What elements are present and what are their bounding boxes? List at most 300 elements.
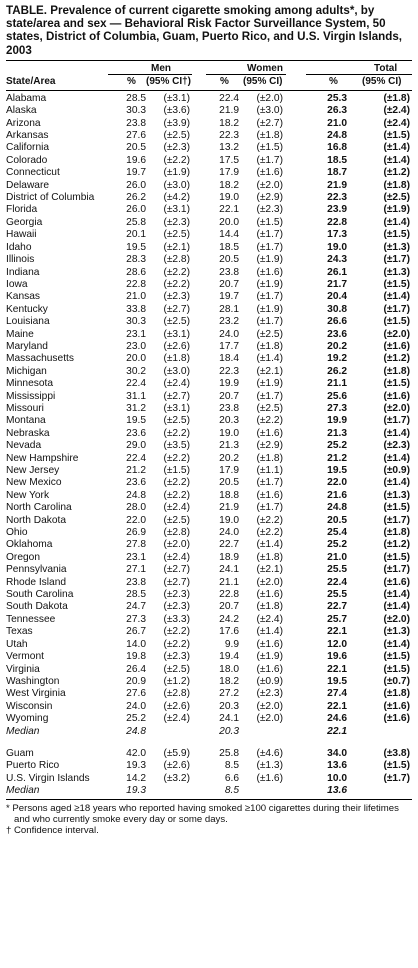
table-row [6, 329, 412, 341]
cell-women-ci: (±1.8) [256, 340, 283, 352]
table-row [6, 713, 412, 725]
cell-women-ci: (±1.7) [256, 390, 283, 402]
cell-men-pct: 21.2 [126, 465, 146, 476]
cell-women-pct: 19.0 [219, 514, 239, 526]
cell-women-ci: (±2.1) [256, 564, 283, 576]
cell-women-ci: (±1.9) [256, 303, 283, 315]
cell-area: Virginia [6, 663, 40, 675]
cell-women-ci: (±1.6) [256, 489, 283, 501]
cell-men-pct: 22.4 [126, 452, 146, 464]
table-row [6, 626, 412, 638]
cell-total-ci: (±1.7) [383, 254, 410, 266]
cell-women-pct: 17.9 [219, 465, 239, 476]
cell-area: Minnesota [6, 378, 54, 390]
cell-area: Guam [6, 747, 34, 759]
cell-area: Louisiana [6, 316, 50, 328]
cell-total-ci: (±1.4) [383, 154, 410, 166]
cell-women-ci: (±1.7) [256, 291, 283, 303]
cell-men-ci: (±2.6) [163, 760, 190, 772]
cell-total-pct: 22.1 [327, 725, 347, 737]
cell-area: South Carolina [6, 589, 74, 601]
cell-men-ci: (±2.7) [163, 576, 190, 588]
cell-women-pct: 22.4 [219, 92, 239, 104]
cell-area: Florida [6, 204, 38, 216]
cell-women-ci: (±2.2) [256, 527, 283, 539]
cell-men-pct: 19.8 [126, 651, 146, 663]
cell-men-ci: (±2.7) [163, 303, 190, 315]
cell-men-pct: 27.8 [126, 539, 146, 551]
cell-women-ci: (±1.8) [256, 130, 283, 142]
cell-total-ci: (±1.4) [383, 216, 410, 228]
cell-women-pct: 20.3 [219, 700, 239, 712]
cell-women-ci: (±2.3) [256, 688, 283, 700]
cell-men-pct: 25.2 [126, 713, 146, 725]
cell-women-pct: 23.8 [219, 266, 239, 278]
table-title: TABLE. Prevalence of current cigarette smoking among adults*, by state/area and sex — Behavioral Risk Factor Surveillance System, 50 states, District of Columbia, Guam, Puerto Rico, and U.S. Virgin Islands, 2003 [6, 4, 402, 57]
cell-total-pct: 25.5 [327, 589, 347, 601]
cell-women-ci: (±1.1) [256, 465, 283, 476]
cell-area: Kentucky [6, 303, 48, 315]
cell-women-pct: 27.2 [219, 688, 239, 700]
cell-women-pct: 24.0 [219, 328, 239, 340]
cell-area: Nevada [6, 440, 42, 452]
cell-total-pct: 25.4 [327, 527, 347, 539]
cell-women-pct: 13.2 [219, 142, 239, 154]
cell-men-ci: (±3.6) [163, 105, 190, 117]
cell-women-ci: (±3.0) [256, 105, 283, 117]
cell-men-ci: (±2.2) [163, 477, 190, 489]
cell-men-pct: 30.3 [126, 105, 146, 117]
cell-men-ci: (±2.5) [163, 229, 190, 241]
cell-total-ci: (±1.9) [383, 204, 410, 216]
cell-women-ci: (±1.6) [256, 638, 283, 650]
cell-total-pct: 13.6 [327, 760, 347, 772]
states-body [6, 91, 412, 726]
cell-women-pct: 24.1 [219, 564, 239, 576]
cell-men-pct: 23.6 [126, 427, 146, 439]
cell-women-pct: 17.9 [219, 167, 239, 179]
cell-area: District of Columbia [6, 192, 95, 204]
cell-area: Ohio [6, 527, 28, 539]
group-header-row [6, 61, 412, 75]
cell-women-ci: (±2.0) [256, 576, 283, 588]
cell-women-pct: 9.9 [224, 638, 239, 650]
col-women-pct: % [220, 75, 229, 87]
table-row [6, 490, 412, 502]
cell-area: North Dakota [6, 514, 67, 526]
cell-total-ci: (±1.7) [383, 303, 410, 315]
cell-men-ci: (±2.2) [163, 154, 190, 166]
cell-women-pct: 21.3 [219, 440, 239, 452]
cell-men-ci: (±2.0) [163, 539, 190, 551]
table-row [6, 229, 412, 241]
cell-women-ci: (±1.8) [256, 452, 283, 464]
cell-total-ci: (±1.7) [383, 772, 410, 784]
cell-total-ci: (±1.6) [383, 713, 410, 725]
cell-area: West Virginia [6, 688, 66, 700]
cell-area: Median [6, 725, 40, 737]
cell-men-ci: (±3.1) [163, 92, 190, 104]
cell-women-pct: 20.0 [219, 216, 239, 228]
cell-women-ci: (±2.4) [256, 613, 283, 625]
cell-women-pct: 6.6 [224, 772, 239, 784]
cell-total-pct: 24.8 [327, 130, 347, 142]
cell-men-pct: 26.0 [126, 179, 146, 191]
cell-men-pct: 30.2 [126, 365, 146, 377]
cell-total-pct: 19.0 [327, 241, 347, 253]
cell-total-ci: (±1.6) [383, 700, 410, 712]
table-row [6, 664, 412, 676]
cell-total-ci: (±1.5) [383, 651, 410, 663]
cell-men-pct: 27.6 [126, 688, 146, 700]
cell-men-pct: 28.5 [126, 589, 146, 601]
table-row [6, 93, 412, 105]
cell-total-pct: 34.0 [327, 747, 347, 759]
cell-total-pct: 17.3 [327, 229, 347, 241]
cell-total-pct: 21.7 [327, 278, 347, 290]
cell-women-pct: 19.9 [219, 378, 239, 390]
cell-women-pct: 18.5 [219, 241, 239, 253]
cell-total-pct: 22.1 [327, 663, 347, 675]
cell-men-pct: 23.8 [126, 576, 146, 588]
table-row [6, 105, 412, 117]
cell-total-pct: 25.3 [327, 92, 347, 104]
cell-total-pct: 16.8 [327, 142, 347, 154]
cell-total-ci: (±1.3) [383, 266, 410, 278]
cell-women-ci: (±1.7) [256, 154, 283, 166]
cell-total-ci: (±1.4) [383, 601, 410, 613]
cell-women-pct: 22.1 [219, 204, 239, 216]
table-row [6, 688, 412, 700]
cell-total-ci: (±1.5) [383, 316, 410, 328]
cell-women-ci: (±1.8) [256, 601, 283, 613]
cell-total-pct: 19.2 [327, 353, 347, 365]
cell-total-ci: (±2.4) [383, 105, 410, 117]
cell-total-pct: 25.6 [327, 390, 347, 402]
cell-men-ci: (±2.2) [163, 452, 190, 464]
cell-women-ci: (±2.1) [256, 365, 283, 377]
cell-women-pct: 18.2 [219, 675, 239, 687]
cell-men-pct: 22.8 [126, 278, 146, 290]
cell-men-ci: (±2.1) [163, 241, 190, 253]
cell-area: Missouri [6, 402, 44, 414]
cell-area: Tennessee [6, 613, 56, 625]
table-row [6, 403, 412, 415]
cell-total-ci: (±2.0) [383, 402, 410, 414]
cell-area: California [6, 142, 50, 154]
bottom-rule [6, 799, 412, 800]
cell-men-ci: (±3.0) [163, 365, 190, 377]
table-row [6, 353, 412, 365]
cell-men-pct: 20.5 [126, 142, 146, 154]
cell-women-pct: 21.9 [219, 105, 239, 117]
cell-men-pct: 33.8 [126, 303, 146, 315]
cell-total-pct: 25.2 [327, 539, 347, 551]
cell-area: Oklahoma [6, 539, 53, 551]
cell-total-ci: (±1.7) [383, 415, 410, 427]
cell-women-pct: 21.9 [219, 502, 239, 514]
cell-men-ci: (±2.3) [163, 291, 190, 303]
cell-men-ci: (±2.2) [163, 638, 190, 650]
cell-men-pct: 26.4 [126, 663, 146, 675]
cell-women-pct: 20.5 [219, 477, 239, 489]
cell-men-pct: 24.8 [126, 725, 146, 737]
cell-women-ci: (±2.9) [256, 192, 283, 204]
cell-women-ci: (±1.6) [256, 167, 283, 179]
cell-total-pct: 20.2 [327, 340, 347, 352]
cell-women-ci: (±2.0) [256, 179, 283, 191]
cell-total-pct: 20.5 [327, 514, 347, 526]
table-row [6, 701, 412, 713]
cell-women-pct: 18.9 [219, 551, 239, 563]
col-women-ci: (95% CI) [243, 75, 283, 87]
cell-women-ci: (±0.9) [256, 675, 283, 687]
cell-men-ci: (±2.2) [163, 626, 190, 638]
cell-area: Oregon [6, 551, 40, 563]
cell-women-pct: 14.4 [219, 229, 239, 241]
cell-total-pct: 26.6 [327, 316, 347, 328]
cell-men-pct: 19.5 [126, 415, 146, 427]
cell-women-ci: (±1.7) [256, 477, 283, 489]
cell-men-pct: 19.6 [126, 154, 146, 166]
cell-area: Rhode Island [6, 576, 67, 588]
cell-men-pct: 20.0 [126, 353, 146, 365]
cell-area: Maryland [6, 340, 48, 352]
cell-total-pct: 23.6 [327, 328, 347, 340]
cell-men-ci: (±3.3) [163, 613, 190, 625]
cell-total-pct: 18.5 [327, 154, 347, 166]
cell-area: Puerto Rico [6, 760, 60, 772]
cell-total-ci: (±1.3) [383, 241, 410, 253]
cell-women-pct: 22.3 [219, 130, 239, 142]
cell-total-pct: 19.5 [327, 675, 347, 687]
cell-total-pct: 22.3 [327, 192, 347, 204]
cell-women-ci: (±1.5) [256, 216, 283, 228]
cell-total-pct: 13.6 [327, 785, 347, 797]
cell-total-ci: (±2.4) [383, 117, 410, 129]
cell-area: New Jersey [6, 465, 60, 476]
cell-women-pct: 18.2 [219, 117, 239, 129]
cell-total-pct: 25.5 [327, 564, 347, 576]
cell-men-ci: (±2.6) [163, 340, 190, 352]
cell-women-pct: 23.2 [219, 316, 239, 328]
table-row [6, 614, 412, 626]
cell-total-ci: (±1.3) [383, 626, 410, 638]
cell-area: Pennsylvania [6, 564, 67, 576]
cell-women-ci: (±2.0) [256, 713, 283, 725]
cell-area: Utah [6, 638, 28, 650]
cell-total-ci: (±2.3) [383, 440, 410, 452]
table-row [6, 304, 412, 316]
cell-women-ci: (±2.7) [256, 117, 283, 129]
cell-total-ci: (±1.4) [383, 427, 410, 439]
cell-men-pct: 25.8 [126, 216, 146, 228]
cell-total-ci: (±1.5) [383, 278, 410, 290]
cell-men-ci: (±2.4) [163, 502, 190, 514]
cell-women-pct: 24.2 [219, 613, 239, 625]
cell-men-pct: 14.2 [126, 772, 146, 784]
cell-women-pct: 22.7 [219, 539, 239, 551]
cell-area: South Dakota [6, 601, 68, 613]
cell-women-pct: 8.5 [224, 785, 239, 797]
table-row [6, 192, 412, 204]
cell-women-pct: 8.5 [224, 760, 239, 772]
cell-women-pct: 22.3 [219, 365, 239, 377]
cell-men-pct: 23.0 [126, 340, 146, 352]
cell-men-ci: (±3.1) [163, 402, 190, 414]
cell-area: Illinois [6, 254, 35, 266]
cell-total-pct: 24.6 [327, 713, 347, 725]
cell-women-pct: 28.1 [219, 303, 239, 315]
cell-total-ci: (±1.4) [383, 142, 410, 154]
cell-men-pct: 23.6 [126, 477, 146, 489]
table-row [6, 204, 412, 216]
cell-total-pct: 22.1 [327, 626, 347, 638]
cell-men-pct: 26.2 [126, 192, 146, 204]
col-area: State/Area [6, 75, 56, 87]
cell-men-pct: 27.6 [126, 130, 146, 142]
cell-total-ci: (±1.4) [383, 638, 410, 650]
cell-women-ci: (±1.9) [256, 278, 283, 290]
cell-area: Colorado [6, 154, 48, 166]
cell-women-ci: (±2.2) [256, 415, 283, 427]
cell-women-pct: 18.8 [219, 489, 239, 501]
cell-men-ci: (±3.9) [163, 117, 190, 129]
cell-men-pct: 22.0 [126, 514, 146, 526]
table-row [6, 601, 412, 613]
cell-total-pct: 21.2 [327, 452, 347, 464]
cell-men-ci: (±2.6) [163, 700, 190, 712]
cell-area: Wisconsin [6, 700, 53, 712]
cell-area: Iowa [6, 278, 28, 290]
cell-men-ci: (±2.8) [163, 254, 190, 266]
cell-total-pct: 26.3 [327, 105, 347, 117]
cell-area: Montana [6, 415, 46, 427]
cell-area: Georgia [6, 216, 43, 228]
footnote-dagger: † Confidence interval. [6, 824, 99, 836]
cell-men-pct: 19.5 [126, 241, 146, 253]
cell-women-pct: 25.8 [219, 747, 239, 759]
cell-total-ci: (±1.8) [383, 527, 410, 539]
cell-total-ci: (±1.7) [383, 514, 410, 526]
footnotes [6, 803, 412, 836]
table-row [6, 676, 412, 688]
table-row [6, 130, 412, 142]
cell-women-ci: (±1.9) [256, 378, 283, 390]
cell-men-ci: (±2.4) [163, 713, 190, 725]
cell-men-pct: 23.8 [126, 117, 146, 129]
cell-women-ci: (±1.6) [256, 427, 283, 439]
table-row [6, 440, 412, 452]
cell-men-ci: (±3.0) [163, 179, 190, 191]
table-row [6, 378, 412, 390]
cell-total-pct: 27.3 [327, 402, 347, 414]
cell-total-ci: (±2.0) [383, 613, 410, 625]
table-row [6, 415, 412, 427]
table-row [6, 477, 412, 489]
cell-total-ci: (±2.0) [383, 328, 410, 340]
table-row [6, 242, 412, 254]
cell-area: Vermont [6, 651, 44, 663]
cell-total-ci: (±1.8) [383, 688, 410, 700]
cell-women-pct: 24.0 [219, 527, 239, 539]
cell-men-pct: 28.0 [126, 502, 146, 514]
cell-area: Indiana [6, 266, 40, 278]
table-row [6, 552, 412, 564]
cell-total-pct: 22.0 [327, 477, 347, 489]
cell-women-pct: 22.8 [219, 589, 239, 601]
table-row [6, 217, 412, 229]
table-row [6, 589, 412, 601]
cell-men-pct: 24.8 [126, 489, 146, 501]
cell-men-pct: 29.0 [126, 440, 146, 452]
cell-area: Arkansas [6, 130, 49, 142]
cell-women-pct: 20.7 [219, 601, 239, 613]
cell-area: Arizona [6, 117, 41, 129]
cell-men-pct: 24.0 [126, 700, 146, 712]
cell-women-ci: (±1.6) [256, 589, 283, 601]
cell-women-ci: (±2.5) [256, 328, 283, 340]
cell-men-ci: (±5.9) [163, 747, 190, 759]
col-total-pct: % [329, 75, 338, 87]
cell-total-pct: 30.8 [327, 303, 347, 315]
cell-area: Nebraska [6, 427, 50, 439]
cell-men-ci: (±2.5) [163, 415, 190, 427]
cell-men-pct: 26.7 [126, 626, 146, 638]
cell-women-pct: 17.6 [219, 626, 239, 638]
cell-total-pct: 24.3 [327, 254, 347, 266]
cell-women-ci: (±2.0) [256, 700, 283, 712]
cell-total-ci: (±1.2) [383, 353, 410, 365]
cell-men-ci: (±1.8) [163, 353, 190, 365]
cell-men-ci: (±2.2) [163, 427, 190, 439]
col-men-pct: % [127, 75, 136, 87]
cell-total-pct: 26.1 [327, 266, 347, 278]
table-row [6, 366, 412, 378]
cell-men-ci: (±3.1) [163, 204, 190, 216]
cell-total-ci: (±1.5) [383, 378, 410, 390]
table-row [6, 465, 412, 477]
cell-total-pct: 24.8 [327, 502, 347, 514]
cell-total-ci: (±1.5) [383, 130, 410, 142]
cell-men-ci: (±2.7) [163, 390, 190, 402]
cell-area: Idaho [6, 241, 32, 253]
cell-area: Massachusetts [6, 353, 74, 365]
table-row [6, 428, 412, 440]
cell-total-ci: (±1.2) [383, 167, 410, 179]
table-row [6, 291, 412, 303]
cell-area: Maine [6, 328, 34, 340]
cell-total-ci: (±1.5) [383, 229, 410, 241]
cell-total-ci: (±1.5) [383, 551, 410, 563]
cell-area: Washington [6, 675, 60, 687]
cell-men-pct: 27.1 [126, 564, 146, 576]
cell-men-ci: (±2.3) [163, 601, 190, 613]
table-row [6, 515, 412, 527]
table-row [6, 773, 412, 785]
table-row [6, 453, 412, 465]
cell-total-ci: (±1.5) [383, 502, 410, 514]
cell-area: Michigan [6, 365, 47, 377]
cell-men-ci: (±2.3) [163, 216, 190, 228]
cell-women-ci: (±1.5) [256, 142, 283, 154]
group-women: Women [247, 62, 283, 74]
cell-men-ci: (±3.2) [163, 772, 190, 784]
table-row [6, 267, 412, 279]
cell-total-pct: 18.7 [327, 167, 347, 179]
median-row-states [6, 726, 412, 738]
table-row [6, 341, 412, 353]
